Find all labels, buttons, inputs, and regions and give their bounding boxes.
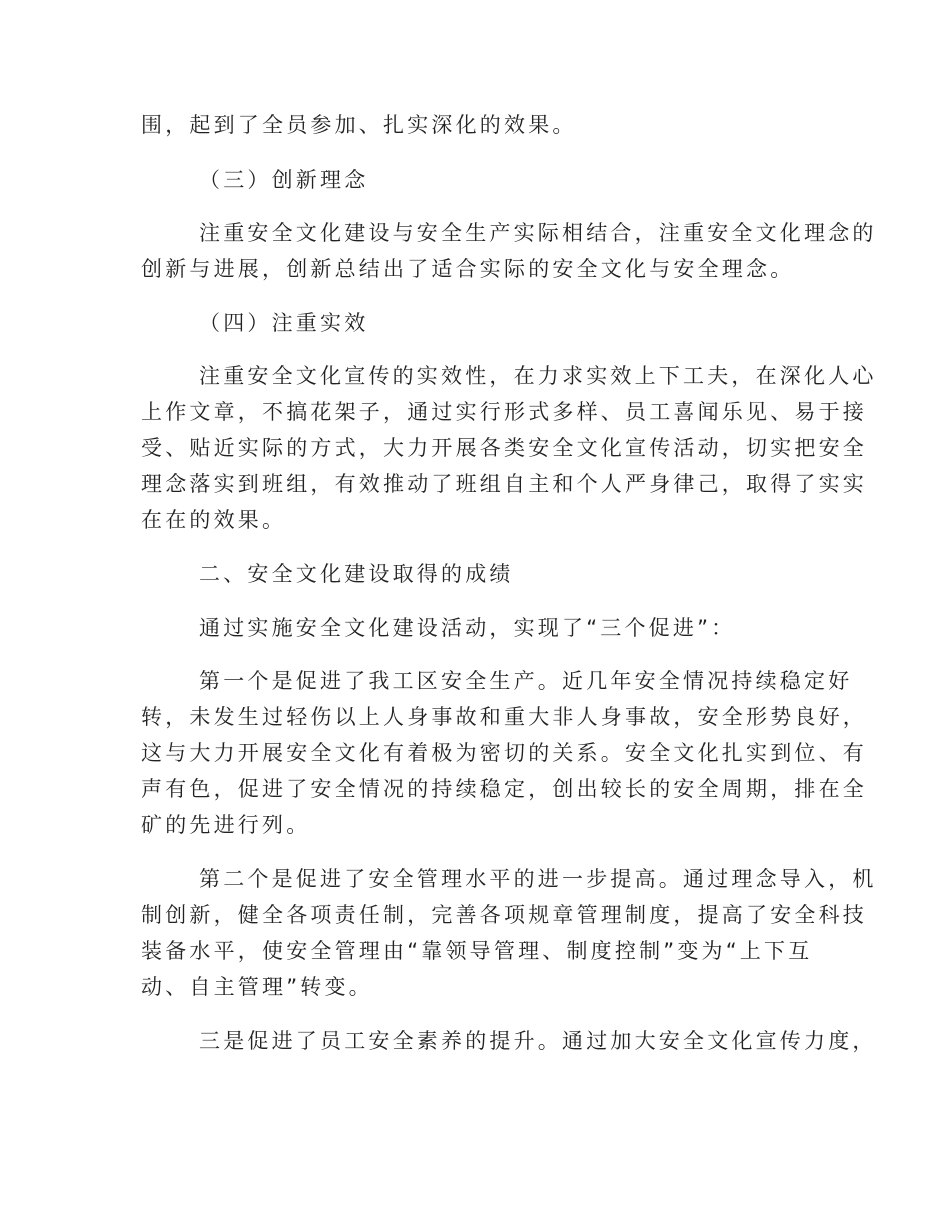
text-line-9: 理念落实到班组，有效推动了班组自主和个人严身律己，取得了实实 xyxy=(141,472,867,496)
text-line-1: 围，起到了全员参加、扎实深化的效果。 xyxy=(141,113,577,137)
section-heading-2: 二、安全文化建设取得的成绩 xyxy=(199,562,514,586)
section-heading-4: （四）注重实效 xyxy=(199,311,369,335)
text-line-15: 这与大力开展安全文化有着极为密切的关系。安全文化扎实到位、有 xyxy=(141,741,867,765)
text-line-4: 创新与进展，创新总结出了适合实际的安全文化与安全理念。 xyxy=(141,257,795,281)
text-line-18: 第二个是促进了安全管理水平的进一步提高。通过理念导入，机 xyxy=(199,867,877,891)
text-line-10: 在在的效果。 xyxy=(141,508,287,532)
text-line-3: 注重安全文化建设与安全生产实际相结合，注重安全文化理念的 xyxy=(199,221,877,245)
text-line-22: 三是促进了员工安全素养的提升。通过加大安全文化宣传力度， xyxy=(199,1029,877,1053)
text-line-13: 第一个是促进了我工区安全生产。近几年安全情况持续稳定好 xyxy=(199,669,853,693)
text-line-8: 受、贴近实际的方式，大力开展各类安全文化宣传活动，切实把安全 xyxy=(141,436,867,460)
text-line-14: 转，未发生过轻伤以上人身事故和重大非人身事故，安全形势良好， xyxy=(141,705,867,729)
text-line-17: 矿的先进行列。 xyxy=(141,813,311,837)
text-line-21: 动、自主管理”转变。 xyxy=(141,975,373,999)
text-line-20: 装备水平，使安全管理由“靠领导管理、制度控制”变为“上下互 xyxy=(141,939,813,963)
text-line-6: 注重安全文化宣传的实效性，在力求实效上下工夫，在深化人心 xyxy=(199,364,877,388)
text-line-7: 上作文章，不搞花架子，通过实行形式多样、员工喜闻乐见、易于接 xyxy=(141,400,867,424)
text-line-19: 制创新，健全各项责任制，完善各项规章管理制度，提高了安全科技 xyxy=(141,903,867,927)
text-line-12: 通过实施安全文化建设活动，实现了“三个促进”： xyxy=(199,616,736,640)
section-heading-3: （三）创新理念 xyxy=(199,168,369,192)
text-line-16: 声有色，促进了安全情况的持续稳定，创出较长的安全周期，排在全 xyxy=(141,777,867,801)
